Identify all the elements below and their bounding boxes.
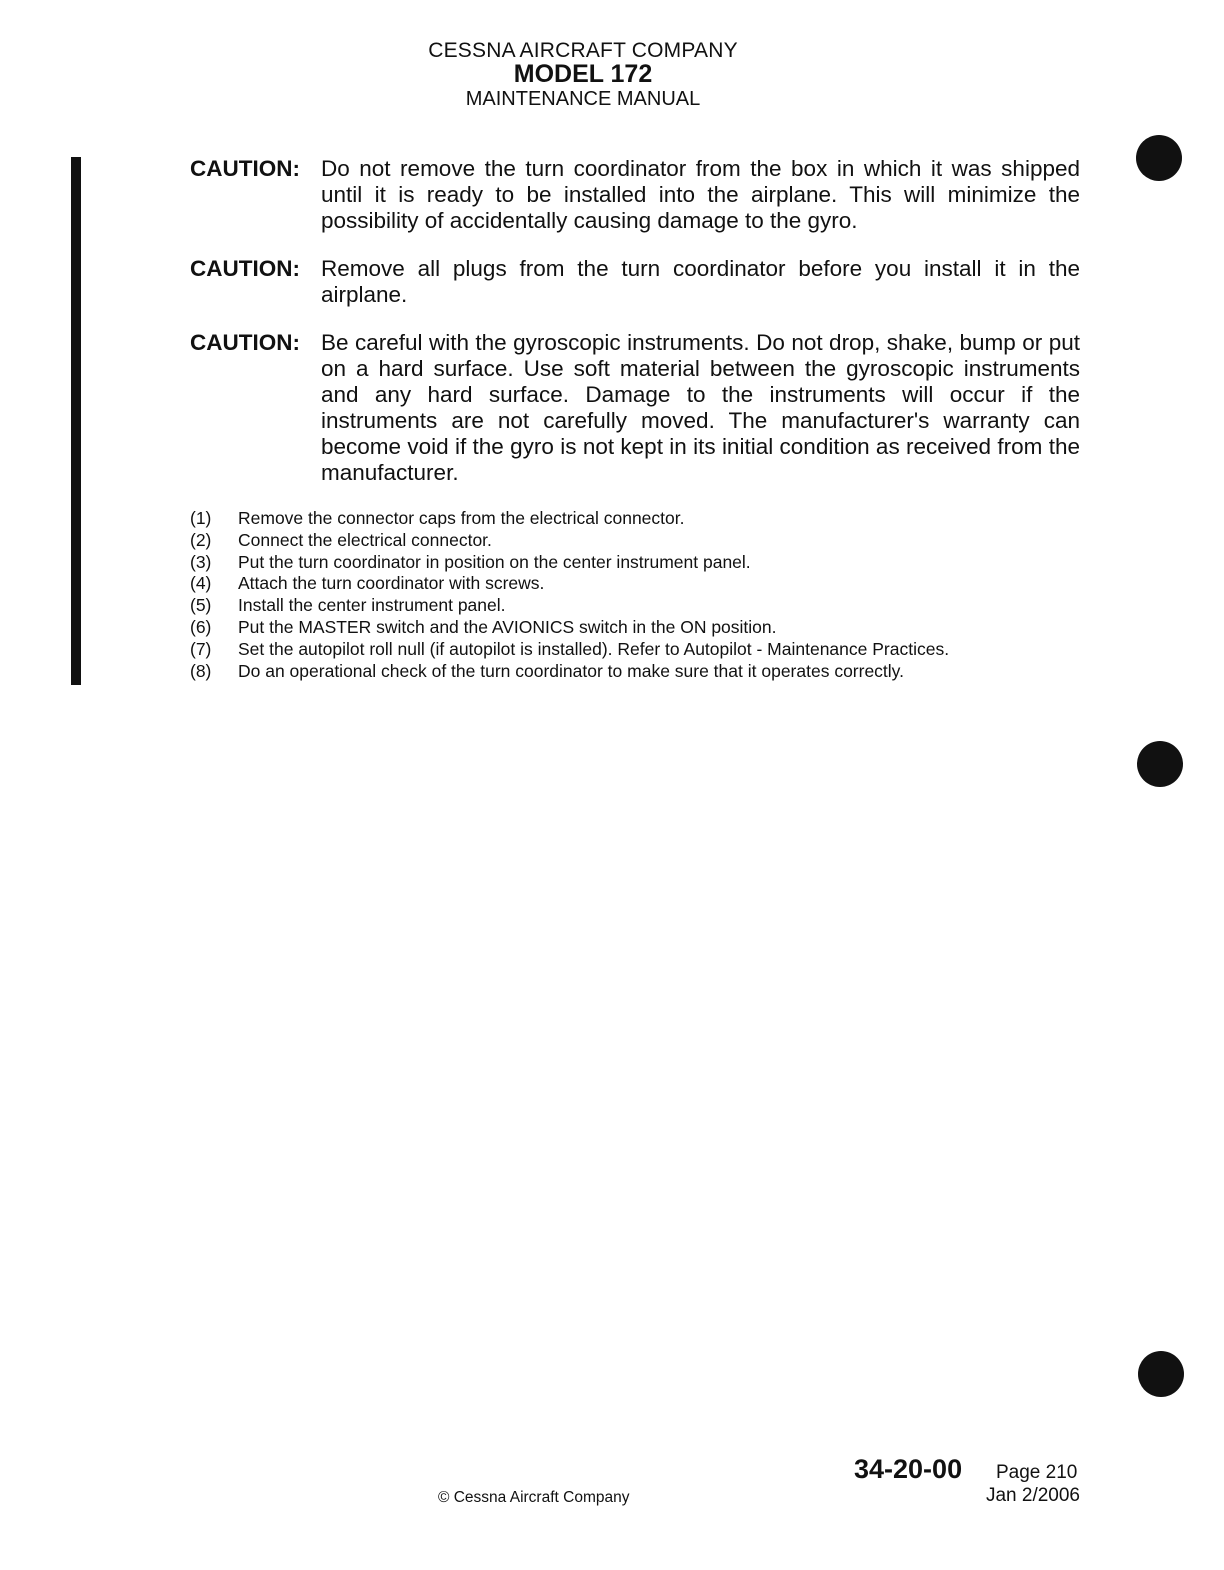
punch-hole xyxy=(1138,1351,1184,1397)
procedure-step xyxy=(190,595,1090,617)
caution-text: Be careful with the gyroscopic instruments. Do not drop, shake, bump or put on a hard surface. Use soft material between the gyroscopic instruments and any hard surface. Damage to the instruments will occur if the instruments are not carefully moved. The manufacturer's warranty can become void if the gyro is not kept in its initial condition as received from the manufacturer. xyxy=(321,330,1080,485)
step-number: (3) xyxy=(190,551,212,572)
revision-date: Jan 2/2006 xyxy=(985,1485,1080,1506)
procedure-step xyxy=(190,639,1090,661)
step-number: (5) xyxy=(190,595,212,616)
caution-block xyxy=(190,256,1080,308)
step-text: Put the MASTER switch and the AVIONICS switch in the ON position. xyxy=(238,616,777,637)
procedure-step xyxy=(190,661,1090,683)
punch-hole xyxy=(1137,741,1183,787)
caution-block xyxy=(190,330,1080,486)
procedure-steps xyxy=(190,508,1090,682)
step-number: (7) xyxy=(190,638,212,659)
step-text: Install the center instrument panel. xyxy=(238,595,506,616)
step-number: (1) xyxy=(190,508,212,528)
caution-text: Do not remove the turn coordinator from the box in which it was shipped until it is ready to be installed into the airplane. This will minimize the possibility of accidentally causing damage to the gyro. xyxy=(321,156,1080,233)
procedure-step xyxy=(190,552,1090,574)
step-number: (2) xyxy=(190,529,212,550)
page-number: Page 210 xyxy=(996,1462,1078,1483)
step-text: Attach the turn coordinator with screws. xyxy=(238,573,545,594)
model-title: MODEL 172 xyxy=(513,60,653,88)
caution-label: CAUTION: xyxy=(190,256,300,281)
step-text: Put the turn coordinator in position on the center instrument panel. xyxy=(238,551,751,572)
caution-label: CAUTION: xyxy=(190,330,300,355)
step-number: (4) xyxy=(190,573,212,594)
page-header xyxy=(0,40,1166,109)
procedure-step xyxy=(190,617,1090,639)
step-text: Connect the electrical connector. xyxy=(238,529,492,550)
procedure-step xyxy=(190,573,1090,595)
revision-bar xyxy=(71,157,81,685)
copyright-notice: © Cessna Aircraft Company xyxy=(438,1489,630,1506)
caution-text: Remove all plugs from the turn coordinator before you install it in the airplane. xyxy=(321,256,1080,307)
step-number: (8) xyxy=(190,660,212,681)
step-text: Do an operational check of the turn coordinator to make sure that it operates correctly. xyxy=(238,660,904,681)
caution-block xyxy=(190,156,1080,234)
step-text: Set the autopilot roll null (if autopilot is installed). Refer to Autopilot - Maintenance Practices. xyxy=(238,638,950,659)
procedure-step xyxy=(190,530,1090,552)
procedure-step xyxy=(190,508,1090,530)
section-code: 34-20-00 xyxy=(854,1454,963,1484)
step-text: Remove the connector caps from the electrical connector. xyxy=(238,508,685,528)
punch-hole xyxy=(1136,135,1182,181)
manual-title: MAINTENANCE MANUAL xyxy=(465,88,701,110)
caution-label: CAUTION: xyxy=(190,156,300,181)
company-name: CESSNA AIRCRAFT COMPANY xyxy=(428,39,738,62)
step-number: (6) xyxy=(190,616,212,637)
